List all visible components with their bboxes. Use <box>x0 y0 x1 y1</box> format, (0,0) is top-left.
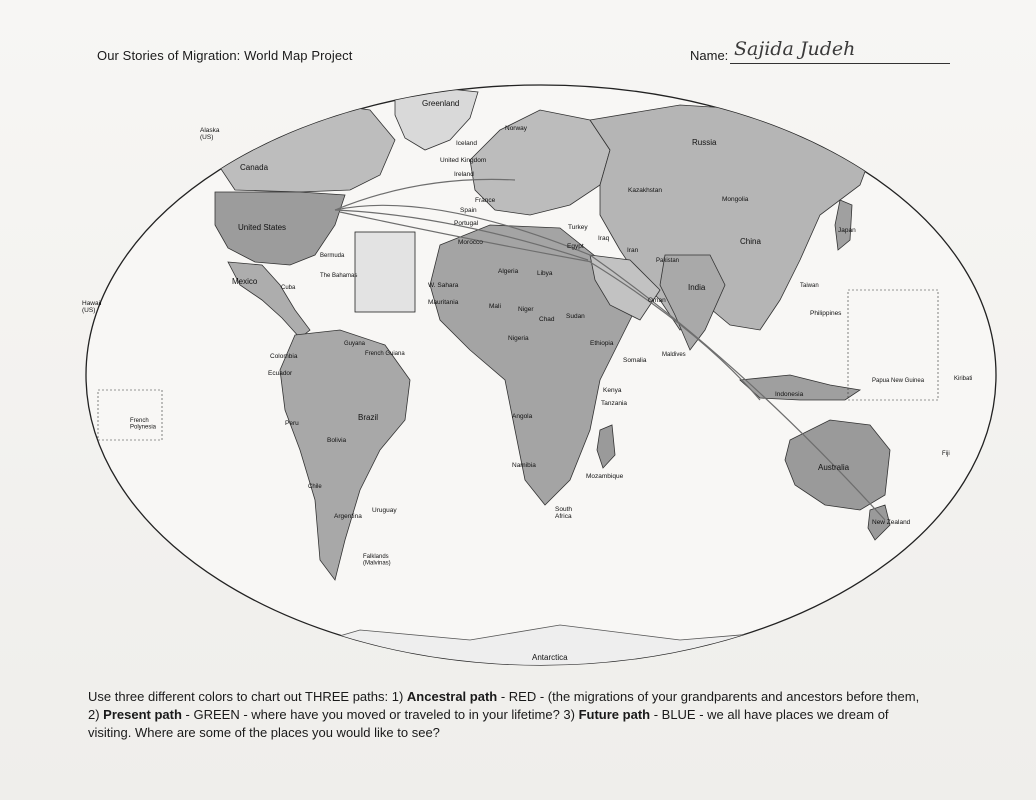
present-path-text: - GREEN - where have you moved or traveled to in your lifetime? 3) <box>181 707 579 722</box>
label-niger: Niger <box>518 306 534 313</box>
label-ecuador: Ecuador <box>268 370 293 377</box>
instructions-text <box>88 688 988 742</box>
label-tanzania: Tanzania <box>601 400 628 407</box>
label-mozambique: Mozambique <box>586 473 624 480</box>
label-greenland: Greenland <box>422 99 460 108</box>
label-kazakhstan: Kazakhstan <box>628 187 662 194</box>
label-united-kingdom: United Kingdom <box>440 157 487 164</box>
label-oman: Oman <box>648 297 666 304</box>
label-w-sahara: W. Sahara <box>428 282 459 289</box>
label-united-states: United States <box>238 223 287 232</box>
future-path-label: Future path <box>578 707 651 722</box>
label-fiji: Fiji <box>942 451 950 457</box>
label-cuba: Cuba <box>281 285 296 291</box>
label-bolivia: Bolivia <box>327 437 347 444</box>
label-kenya: Kenya <box>603 387 622 394</box>
label-russia: Russia <box>692 138 717 147</box>
name-label: Name: <box>690 48 729 63</box>
label-spain: Spain <box>460 207 477 214</box>
label-iceland: Iceland <box>456 140 477 147</box>
label-papua: Papua New Guinea <box>872 378 925 384</box>
label-colombia: Colombia <box>270 353 298 360</box>
label-norway: Norway <box>505 125 528 132</box>
label-peru: Peru <box>285 420 299 427</box>
label-kiribati: Kiribati <box>954 376 973 382</box>
label-south-africa: South Africa <box>555 506 572 521</box>
instructions-line3: visiting. Where are some of the places you would like to see? <box>88 725 440 740</box>
label-china: China <box>740 237 761 246</box>
future-path-text: - BLUE - we all have places we dream of <box>650 707 889 722</box>
label-iran: Iran <box>627 247 639 254</box>
label-philippines: Philippines <box>810 310 842 317</box>
label-mali: Mali <box>489 303 501 310</box>
label-ethiopia: Ethiopia <box>590 340 614 347</box>
label-uruguay: Uruguay <box>372 507 397 514</box>
label-algeria: Algeria <box>498 268 519 275</box>
label-turkey: Turkey <box>568 224 588 231</box>
label-libya: Libya <box>537 270 553 277</box>
label-new-zealand: New Zealand <box>872 519 911 526</box>
label-portugal: Portugal <box>454 220 479 227</box>
label-taiwan: Taiwan <box>800 283 819 289</box>
label-chile: Chile <box>308 484 322 490</box>
label-alaska: Alaska (US) <box>200 127 220 142</box>
label-maldives: Maldives <box>662 352 686 358</box>
label-argentina: Argentina <box>334 513 362 520</box>
worksheet-title: Our Stories of Migration: World Map Project <box>97 48 353 63</box>
label-chad: Chad <box>539 316 555 323</box>
label-egypt: Egypt <box>567 243 584 250</box>
label-nigeria: Nigeria <box>508 335 529 342</box>
label-antarctica: Antarctica <box>532 653 568 662</box>
label-brazil: Brazil <box>358 413 379 422</box>
handwritten-name: Sajida Judeh <box>734 38 856 60</box>
label-pakistan: Pakistan <box>656 258 680 264</box>
label-guyana: Guyana <box>344 341 366 347</box>
label-morocco: Morocco <box>458 239 483 246</box>
label-angola: Angola <box>512 413 533 420</box>
label-ireland: Ireland <box>454 171 474 178</box>
label-japan: Japan <box>838 227 856 234</box>
label-iraq: Iraq <box>598 235 610 242</box>
label-india: India <box>688 283 706 292</box>
label-mongolia: Mongolia <box>722 196 749 203</box>
label-french-polynesia: French Polynesia <box>130 418 157 431</box>
present-path-label: Present path <box>103 707 182 722</box>
label-hawaii: Hawaii (US) <box>82 300 102 315</box>
caribbean-inset-box <box>355 232 415 312</box>
instructions-intro: Use three different colors to chart out THREE paths: 1) <box>88 689 407 704</box>
label-mexico: Mexico <box>232 277 258 286</box>
label-canada: Canada <box>240 163 269 172</box>
landmass-canada <box>215 100 395 192</box>
label-mauritania: Mauritania <box>428 299 459 306</box>
label-french-guiana: French Guiana <box>365 351 405 357</box>
label-namibia: Namibia <box>512 462 536 469</box>
label-france: France <box>475 197 496 204</box>
label-indonesia: Indonesia <box>775 391 804 398</box>
label-australia: Australia <box>818 463 850 472</box>
label-bahamas: The Bahamas <box>320 273 358 279</box>
label-somalia: Somalia <box>623 357 647 364</box>
label-sudan: Sudan <box>566 313 585 320</box>
ancestral-path-label: Ancestral path <box>406 689 498 704</box>
label-falklands: Falklands (Malvinas) <box>363 554 391 567</box>
ancestral-path-text: - RED - (the migrations of your grandparents and ancestors before them, <box>497 689 920 704</box>
present-prefix: 2) <box>88 707 104 722</box>
label-bermuda: Bermuda <box>320 253 345 259</box>
